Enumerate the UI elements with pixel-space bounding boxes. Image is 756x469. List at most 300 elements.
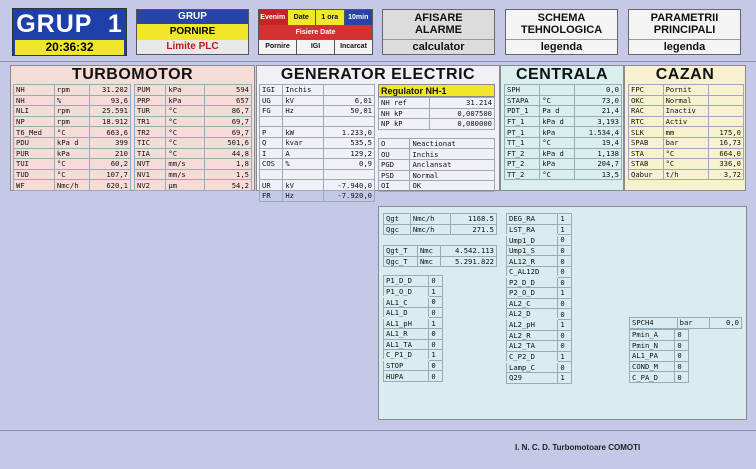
param-name: Ump1_D [507,235,558,246]
table-row [507,256,572,267]
param-name: PT_1 [505,127,540,138]
param-unit: Nmc [417,246,440,257]
param-name: NV2 [135,180,166,191]
table-row [505,116,622,127]
param-value: 129,2 [323,148,374,159]
param-name: TR2 [135,127,166,138]
param-name: C_P2_D [507,351,558,362]
table-row [260,116,375,127]
param-value: 535,5 [323,137,374,148]
table-row [629,116,744,127]
param-name: NVT [135,159,166,170]
table-row [135,148,252,159]
spch4-table [629,317,742,329]
param-value: 0 [558,245,572,256]
param-value: 1 [558,372,572,383]
legenda-button-1[interactable]: legenda [506,39,617,53]
turbomotor-title: TURBOMOTOR [71,66,194,83]
table-row [507,245,572,256]
parametrii-label: PARAMETRII [650,11,719,24]
param-name: STOP [384,360,429,371]
param-name: P [260,127,283,138]
table-row [629,159,744,170]
param-unit: rpm [54,85,89,96]
one-hour-button[interactable]: 1 ora [316,10,345,25]
param-name: SPAB [629,137,664,148]
pornire-button[interactable]: Pornire [259,40,297,54]
param-name: FG [260,106,283,117]
param-value: 0 [558,235,572,246]
param-name: HUPA [384,371,429,382]
param-value: 0 [429,339,443,350]
param-name: Q [260,137,283,148]
param-name: PDU [14,137,55,148]
param-unit: Nmc/h [54,180,89,191]
table-row [505,127,622,138]
param-name: O [379,138,410,149]
param-value: 210 [90,148,131,159]
param-unit: kV [283,180,323,191]
param-unit: °C [540,169,575,180]
table-row [379,149,495,160]
param-name: TT_1 [505,137,540,148]
param-name: TIA [135,148,166,159]
param-unit: % [283,159,323,170]
footer-text: I. N. C. D. Turbomotoare COMOTI [515,443,641,452]
param-unit [283,116,323,127]
table-row [384,339,443,350]
param-value [323,85,374,96]
legenda-button-2[interactable]: legenda [629,39,740,53]
param-value: 4.542.113 [440,246,496,257]
table-row [14,180,131,191]
param-value: 6,01 [323,95,374,106]
param-unit: Hz [283,106,323,117]
table-row [384,224,497,235]
param-unit: mm/s [166,159,205,170]
param-name: DEG_RA [507,214,558,225]
param-name: NP kP [379,119,430,130]
param-name: AL2_pH [507,319,558,330]
table-row [260,85,375,96]
param-value: 0 [675,351,689,362]
incarcat-button[interactable]: Incarcat [340,43,367,50]
afisare-alarme-button[interactable] [382,9,495,55]
param-value: 175,0 [709,127,744,138]
table-row [384,371,443,382]
param-name: AL2_TA [507,341,558,352]
param-name: Pmin_A [630,330,675,341]
param-value: 0 [675,330,689,341]
param-name: UR [260,180,283,191]
param-name: I [260,148,283,159]
param-name: OKC [629,95,664,106]
param-value: 3,193 [575,116,622,127]
param-name: NP [14,116,55,127]
param-name: PUM [135,85,166,96]
group-title-box [12,8,127,56]
param-value: 1 [429,318,443,329]
param-unit: °C [54,169,89,180]
param-unit: Nmc/h [410,214,450,225]
table-row [135,127,252,138]
table-row [507,235,572,246]
grup-pornire-button[interactable] [136,9,249,55]
param-unit: bar [663,137,709,148]
table-row [630,372,689,383]
schema-label: SCHEMA [537,11,586,24]
table-row [384,276,443,287]
param-name: PDT_1 [505,106,540,117]
param-value: 336,0 [709,159,744,170]
param-value: 1 [558,224,572,235]
clock: 20:36:32 [15,40,124,55]
table-row [507,341,572,352]
param-name [260,116,283,127]
param-name: PUR [14,148,55,159]
alarme-label: ALARME [414,23,463,36]
param-unit: Nmc/h [410,224,450,235]
table-row [507,372,572,383]
param-unit: °C [166,137,205,148]
param-name: AL1_pH [384,318,429,329]
limite-plc-label[interactable]: Limite PLC [137,40,248,54]
table-row [505,169,622,180]
param-name: TT_2 [505,169,540,180]
param-value: 107,7 [90,169,131,180]
param-unit: °C [166,148,205,159]
param-value [709,106,744,117]
table-row [384,246,497,257]
cazan-title: CAZAN [655,66,715,83]
param-name: NH [14,95,55,106]
param-value: 50,01 [323,106,374,117]
table-row [379,181,495,192]
regulator-title: Regulator NH-1 [378,84,495,97]
param-name: IGI [260,85,283,96]
param-value: OK [410,181,495,192]
table-row [507,362,572,373]
param-value: 0 [558,341,572,352]
table-row [505,85,622,96]
param-name: Qgt [384,214,411,225]
param-unit [540,85,575,96]
table-row [14,169,131,180]
centrala-title: CENTRALA [516,66,608,83]
param-name: AL1_TA [384,339,429,350]
param-value: 0 [429,297,443,308]
param-name: Ump1_S [507,245,558,256]
param-unit: kV [283,95,323,106]
param-unit: Activ [663,116,709,127]
param-value: 21,4 [575,106,622,117]
param-value: 663,6 [90,127,131,138]
param-unit: °C [166,127,205,138]
generator-title: GENERATOR ELECTRIC [280,66,476,83]
param-value: Normal [410,170,495,181]
header-divider [0,61,756,62]
table-row [260,148,375,159]
flow-table [383,213,497,235]
param-unit: Nmc [417,256,440,267]
table-row [14,116,131,127]
param-name [260,169,283,180]
param-value: 0 [558,330,572,341]
param-unit: rpm [54,116,89,127]
table-row [379,98,495,109]
param-name: COS [260,159,283,170]
param-name: P2_O_D [507,288,558,299]
param-value: 1 [429,286,443,297]
param-value: 13,5 [575,169,622,180]
table-row [14,85,131,96]
table-row [135,137,252,148]
param-name: NLI [14,106,55,117]
param-unit: Inchis [283,85,323,96]
schema-tehnologica-button[interactable] [505,9,618,55]
table-row [384,328,443,339]
param-value: 1,138 [575,148,622,159]
param-name: TUD [14,169,55,180]
table-row [630,330,689,341]
table-row [14,137,131,148]
param-name: AL1_R [384,328,429,339]
table-row [507,277,572,288]
calculator-button[interactable]: calculator [383,39,494,53]
param-name: TIC [135,137,166,148]
param-name: OI [379,181,410,192]
param-unit: °C [54,127,89,138]
table-row [260,169,375,180]
param-value: 1168.5 [450,214,496,225]
param-value: 73,0 [575,95,622,106]
param-value: 1,5 [205,169,252,180]
fisiere-date-button[interactable]: Fisiere Date [259,25,372,40]
table-row [630,351,689,362]
param-value: 0 [558,362,572,373]
param-name: C_PA_D [630,372,675,383]
param-value: 0 [429,307,443,318]
table-row [14,106,131,117]
param-value: 1.534,4 [575,127,622,138]
afisare-label: AFISARE [414,11,463,24]
param-name: SPH [505,85,540,96]
table-row [629,95,744,106]
param-unit: kPa d [540,116,575,127]
igi-button[interactable]: IGI [297,40,335,54]
param-value: 271.5 [450,224,496,235]
param-name: NV1 [135,169,166,180]
param-value: 204,7 [575,159,622,170]
grup-label: GRUP [137,10,248,24]
param-value: 69,7 [205,116,252,127]
param-value: -7.940,0 [323,180,374,191]
param-unit: rpm [54,106,89,117]
param-unit: °C [540,95,575,106]
param-name: UG [260,95,283,106]
table-row [384,318,443,329]
param-unit: A [283,148,323,159]
table-row [135,116,252,127]
table-row [507,288,572,299]
param-value: 5.291.822 [440,256,496,267]
param-unit: kvar [283,137,323,148]
param-value: 0,080000 [429,119,494,130]
param-name: Qgc_T [384,256,418,267]
table-row [629,106,744,117]
param-value [709,95,744,106]
param-name: Q29 [507,372,558,383]
param-value: 19,4 [575,137,622,148]
param-name: COND_M [630,361,675,372]
table-row [505,148,622,159]
param-name: AL2_R [507,330,558,341]
table-row [379,138,495,149]
cazan-table [628,84,744,180]
table-row [630,361,689,372]
param-unit: °C [663,148,709,159]
param-name: FR [260,190,283,201]
generator-table [259,84,375,202]
param-name: PRP [135,95,166,106]
table-row [260,190,375,201]
table-row [260,180,375,191]
param-name: C_AL12D [507,266,558,277]
table-row [379,108,495,119]
table-row [260,159,375,170]
table-row [629,148,744,159]
param-name: RAC [629,106,664,117]
table-row [135,106,252,117]
date-button[interactable]: Date [288,10,317,25]
param-name: AL2_C [507,298,558,309]
table-row [135,85,252,96]
bits-table-3 [629,329,689,383]
totals-table [383,245,497,267]
evenim-button[interactable]: Evenim [259,10,288,25]
param-value: 0 [429,371,443,382]
param-value: 0,9 [323,159,374,170]
param-unit: kPa d [54,137,89,148]
param-name: STAB [629,159,664,170]
param-name: PT_2 [505,159,540,170]
param-value: 93,6 [90,95,131,106]
param-name: Qgc [384,224,411,235]
bits-table-2 [506,213,572,384]
param-unit: kPa [166,95,205,106]
table-row [507,298,572,309]
pornire-label[interactable]: PORNIRE [137,24,248,40]
table-row [260,127,375,138]
param-unit: °C [663,159,709,170]
table-row [14,148,131,159]
bits-table-1 [383,275,443,382]
principali-label: PRINCIPALI [653,23,716,36]
lower-panel [378,206,747,420]
param-name: LST_RA [507,224,558,235]
param-name: P1_D_D [384,276,429,287]
param-value: 86,7 [205,106,252,117]
table-row [384,286,443,297]
param-unit: kW [283,127,323,138]
param-name: TR1 [135,116,166,127]
param-unit: % [54,95,89,106]
table-row [505,106,622,117]
param-value: 0 [558,309,572,320]
param-name: P1_O_D [384,286,429,297]
param-unit: Pa d [540,106,575,117]
param-unit: kPa [540,127,575,138]
table-row [135,180,252,191]
footer-divider [0,430,756,431]
param-name: STAPA [505,95,540,106]
param-value: 1,8 [205,159,252,170]
param-value: 399 [90,137,131,148]
param-unit: °C [54,159,89,170]
parametrii-principali-button[interactable] [628,9,741,55]
table-row [629,169,744,180]
param-name: STA [629,148,664,159]
table-row [379,159,495,170]
table-row [507,330,572,341]
param-value: 1 [558,214,572,225]
param-name: PGD [379,159,410,170]
param-unit: kPa [540,159,575,170]
param-value: 1 [429,350,443,361]
param-value: 594 [205,85,252,96]
param-value: 0 [675,340,689,351]
table-row [384,350,443,361]
param-unit: °C [166,106,205,117]
param-value: 657 [205,95,252,106]
table-row [14,159,131,170]
table-row [629,85,744,96]
table-row [384,360,443,371]
param-name: Pmin_N [630,340,675,351]
table-row [630,318,742,329]
param-value: 0 [558,266,572,277]
param-name: T6_Med [14,127,55,138]
tehnologica-label: TEHNOLOGICA [520,23,603,36]
param-value: Inchis [410,149,495,160]
param-unit [283,169,323,180]
param-value: 0 [429,360,443,371]
table-row [14,127,131,138]
param-value: 18.912 [90,116,131,127]
param-unit: mm/s [166,169,205,180]
table-row [384,256,497,267]
param-value: 54,2 [205,180,252,191]
param-value: -7.920,0 [323,190,374,201]
param-name: TUI [14,159,55,170]
param-value [323,169,374,180]
param-value: 0 [675,372,689,383]
param-value: 25.591 [90,106,131,117]
param-name: FT_2 [505,148,540,159]
param-name: SPCH4 [630,318,678,329]
param-name: AL1_C [384,297,429,308]
param-name: TUR [135,106,166,117]
param-value: Anclansat [410,159,495,170]
ten-min-button[interactable]: 10min [345,10,373,25]
cazan-panel [624,65,746,191]
param-name: AL1_D [384,307,429,318]
param-unit: °C [540,137,575,148]
param-value: 1.233,0 [323,127,374,138]
param-unit: t/h [663,169,709,180]
table-row [135,159,252,170]
param-name: PSD [379,170,410,181]
